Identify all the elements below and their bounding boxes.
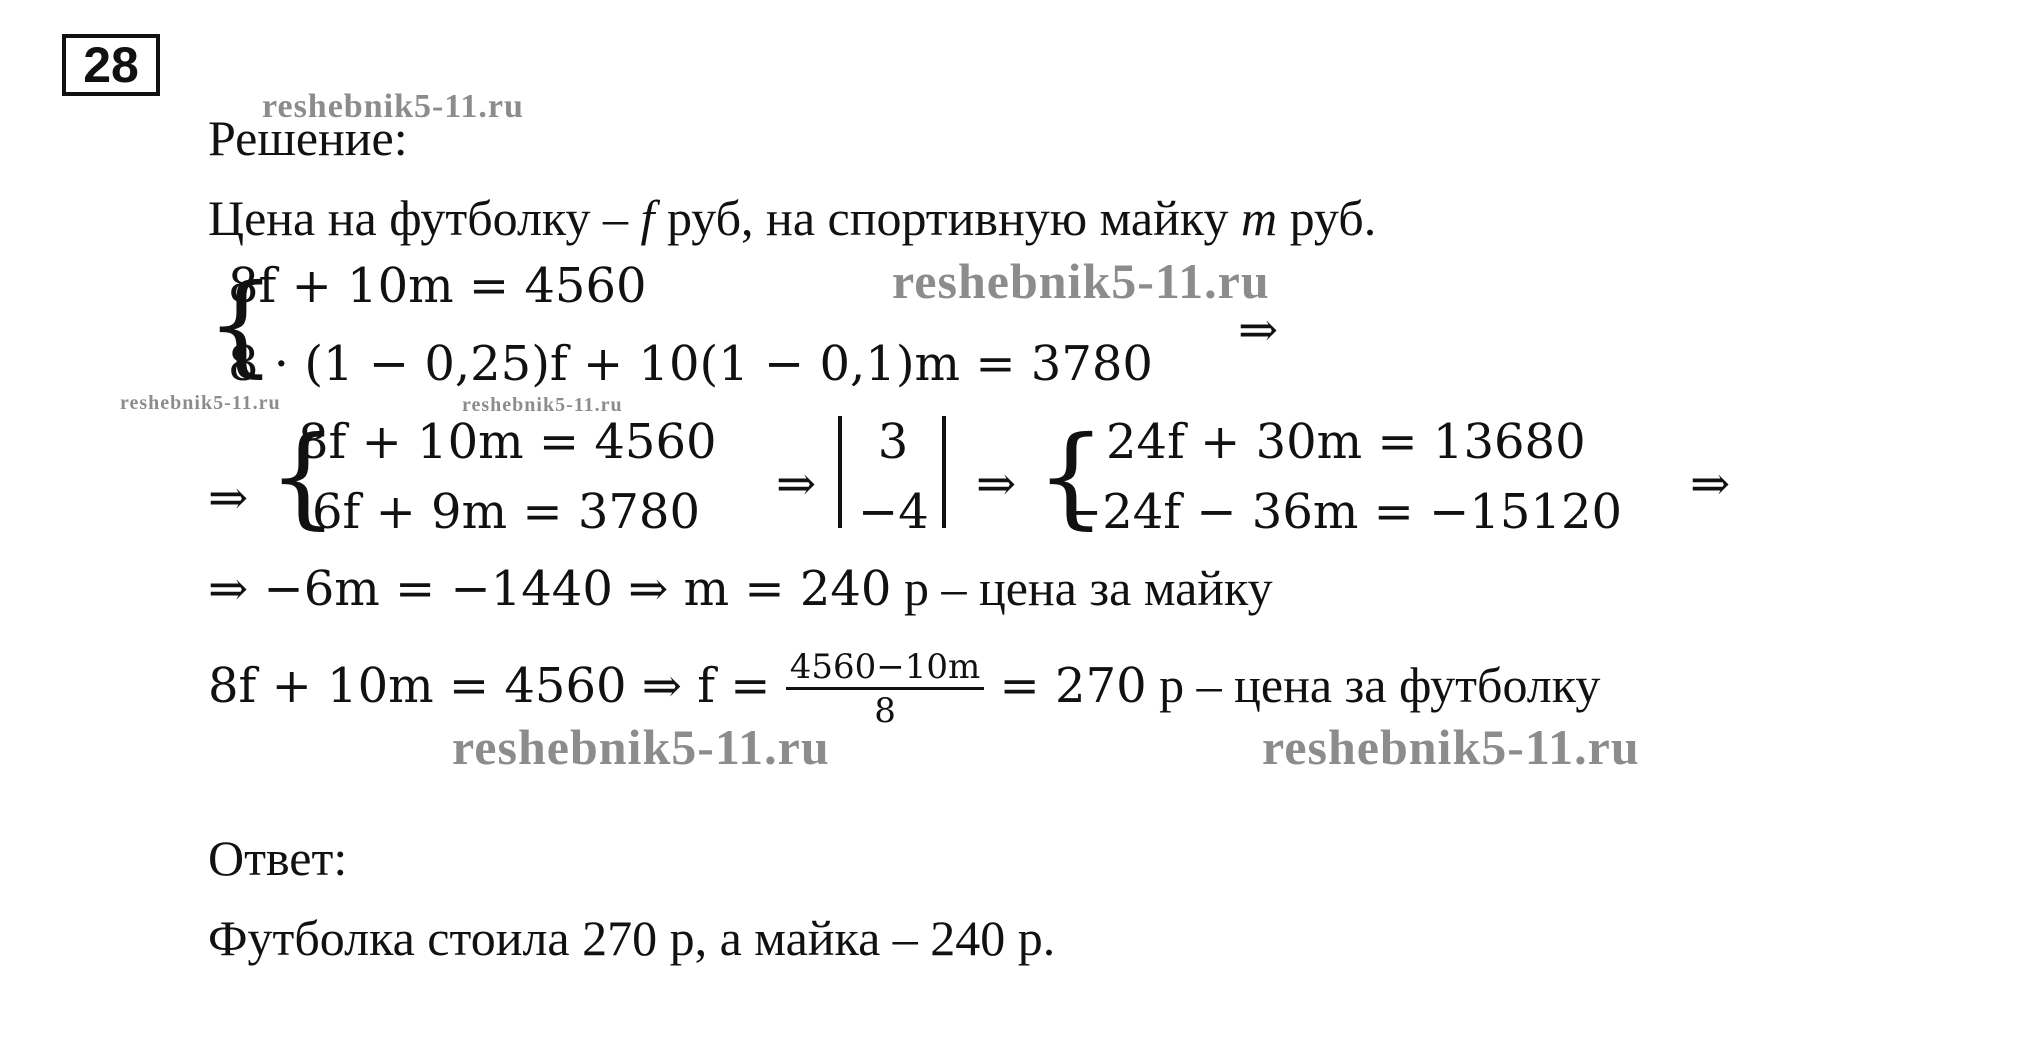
- fraction-denominator: 8: [874, 691, 896, 731]
- line-m-math: ⇒ −6m = −1440 ⇒ m = 240: [208, 561, 892, 617]
- system2-brace-b: {: [1036, 412, 1106, 540]
- system2-eq4: −24f − 36m = −15120: [1062, 484, 1623, 540]
- multiplier-bar-right: [942, 416, 946, 528]
- multiplier-top: 3: [877, 414, 909, 470]
- fraction: [786, 647, 985, 732]
- multiplier-bottom: −4: [858, 484, 929, 540]
- fraction-numerator: 4560−10m: [786, 647, 985, 690]
- system2-eq3: 24f + 30m = 13680: [1106, 414, 1586, 470]
- system2-lead: ⇒: [208, 470, 249, 526]
- line-m: [208, 560, 1273, 617]
- watermark-left-small: reshebnik5-11.ru: [120, 392, 281, 414]
- system1-brace: {: [206, 260, 276, 388]
- intro-middle: руб, на спортивную майку: [654, 190, 1241, 246]
- answer-text: Футболка стоила 270 р, а майка – 240 р.: [208, 910, 1056, 966]
- line-m-text: р – цена за майку: [891, 560, 1273, 616]
- intro-var-f: f: [640, 190, 655, 246]
- intro-suffix: руб.: [1277, 190, 1377, 246]
- watermark-top: reshebnik5-11.ru: [262, 88, 524, 125]
- answer-label: Ответ:: [208, 830, 348, 886]
- problem-number: 28: [62, 34, 160, 96]
- watermark-bottom-right: reshebnik5-11.ru: [1262, 719, 1640, 775]
- line-f-text: р – цена за футболку: [1146, 657, 1601, 713]
- intro-prefix: Цена на футболку –: [208, 190, 641, 246]
- line-f-rhs: = 270: [984, 658, 1147, 714]
- intro-line: [208, 190, 1376, 246]
- system2-eq2: 6f + 9m = 3780: [312, 484, 700, 540]
- intro-var-m: m: [1240, 190, 1278, 246]
- line-f-lhs: 8f + 10m = 4560 ⇒ f =: [208, 658, 786, 714]
- system1-implies: ⇒: [1238, 302, 1279, 358]
- system2-eq1: 8f + 10m = 4560: [298, 414, 717, 470]
- system2-brace-a: {: [268, 412, 338, 540]
- multiplier-bar-left: [838, 416, 842, 528]
- watermark-bottom-left: reshebnik5-11.ru: [452, 719, 830, 775]
- system1-eq2: 8 · (1 − 0,25)f + 10(1 − 0,1)m = 3780: [228, 336, 1153, 392]
- watermark-system1: reshebnik5-11.ru: [892, 253, 1270, 309]
- solution-label: Решение:: [208, 110, 408, 166]
- system2-implies-b: ⇒: [976, 456, 1017, 512]
- system1-eq1: 8f + 10m = 4560: [228, 258, 647, 314]
- system2-implies-a: ⇒: [776, 456, 817, 512]
- line-f: [208, 640, 1600, 732]
- watermark-mid-small: reshebnik5-11.ru: [462, 394, 623, 416]
- system2-implies-c: ⇒: [1690, 456, 1731, 512]
